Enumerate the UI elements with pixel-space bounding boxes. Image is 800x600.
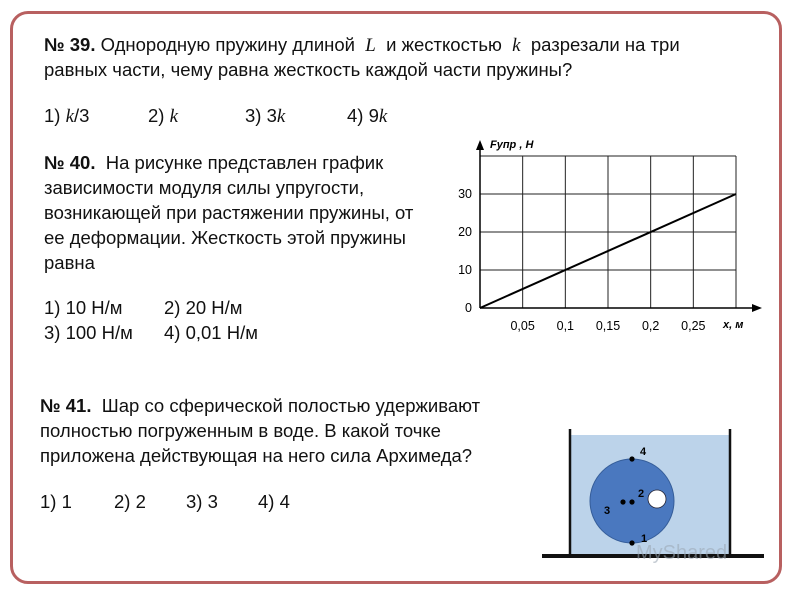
- q39-answer-4-prefix: 9: [368, 105, 379, 126]
- point-1-dot: [629, 540, 634, 545]
- x-tick-label: 0,05: [510, 319, 535, 333]
- spherical-cavity: [648, 490, 666, 508]
- q41-answer-1: 1) 1: [40, 491, 72, 512]
- q39-answer-1-suffix: /3: [74, 105, 90, 126]
- q39-answer-1-var: k: [65, 106, 75, 127]
- point-4-dot: [629, 456, 634, 461]
- q40-number: № 40.: [44, 152, 96, 173]
- vessel-illustration: [538, 425, 768, 575]
- q40-line1: [44, 151, 383, 175]
- q39-answer-3-num: 3): [245, 105, 262, 126]
- chart-y-axis-label: Fупр , Н: [490, 139, 534, 151]
- q39-number: № 39.: [44, 34, 96, 55]
- q41-line1: [40, 394, 480, 418]
- q39-var-L: L: [365, 35, 376, 56]
- q39-answer-2-num: 2): [148, 105, 165, 126]
- watermark: MyShared: [636, 542, 728, 564]
- chart-axes: [476, 140, 762, 312]
- q41-number: № 41.: [40, 395, 92, 416]
- x-tick-label: 0,25: [681, 319, 706, 333]
- y-tick-label: 30: [458, 187, 472, 201]
- q39-answer-1-num: 1): [44, 105, 61, 126]
- x-tick-label: 0,15: [595, 319, 621, 333]
- q39-text-part1: Однородную пружину длиной: [100, 34, 355, 55]
- q39-line2: равных части, чему равна жесткость каждой части пружины?: [44, 59, 573, 80]
- y-tick-label: 10: [458, 263, 472, 277]
- x-tick-label: 0,2: [641, 319, 660, 333]
- point-4-label: 4: [640, 446, 647, 458]
- q41-answer-2: 2) 2: [114, 491, 146, 512]
- point-3-dot: [620, 499, 625, 504]
- force-deformation-chart: [440, 128, 770, 348]
- q40-answer-1: 1) 10 Н/м: [44, 297, 123, 318]
- q41-answer-3: 3) 3: [186, 491, 218, 512]
- q41-text-line1: Шар со сферической полостью удерживают: [101, 395, 481, 416]
- point-1-label: 1: [641, 533, 648, 545]
- chart-ticks: [458, 187, 705, 333]
- q39-answer-3: [245, 104, 285, 129]
- point-2-dot: [629, 499, 634, 504]
- q39-text-part2: и жесткостью: [386, 34, 502, 55]
- q40-text-line2: зависимости модуля силы упругости,: [44, 177, 365, 198]
- q39-answer-2-var: k: [169, 106, 179, 127]
- q40-answer-3: 3) 100 Н/м: [44, 322, 133, 343]
- chart-grid: [480, 156, 736, 308]
- q40-answer-2: 2) 20 Н/м: [164, 297, 243, 318]
- q39-answer-3-prefix: 3: [266, 105, 277, 126]
- point-2-label: 2: [638, 488, 645, 500]
- q39-answer-3-var: k: [276, 106, 286, 127]
- q39-answer-4-num: 4): [347, 105, 364, 126]
- q39-var-k: k: [512, 35, 521, 56]
- q39-answer-4-var: k: [378, 106, 388, 127]
- q41-text-line2: полностью погруженным в воде. В какой точке: [40, 420, 441, 441]
- q41-answer-4: 4) 4: [258, 491, 290, 512]
- point-3-label: 3: [604, 505, 611, 517]
- q40-answer-4: 4) 0,01 Н/м: [164, 322, 258, 343]
- q40-text-line1: На рисунке представлен график: [105, 152, 384, 173]
- q39-line1: [44, 33, 680, 58]
- x-tick-label: 0,1: [556, 319, 575, 333]
- y-tick-label: 20: [458, 225, 472, 239]
- q40-text-line5: равна: [44, 252, 95, 273]
- q41-text-line3: приложена действующая на него сила Архимеда?: [40, 445, 473, 466]
- x-axis-arrow: [752, 304, 762, 312]
- q40-text-line4: ее деформации. Жесткость этой пружины: [44, 227, 406, 248]
- q39-answer-4: [347, 104, 387, 129]
- y-axis-arrow: [476, 140, 484, 150]
- chart-x-axis-label: x, м: [723, 319, 744, 331]
- q40-text-line3: возникающей при растяжении пружины, от: [44, 202, 414, 223]
- q39-answer-2: [148, 104, 178, 129]
- q39-text-part3: разрезали на три: [530, 34, 680, 55]
- q39-answer-1: [44, 104, 89, 129]
- y-tick-label: 0: [465, 301, 472, 315]
